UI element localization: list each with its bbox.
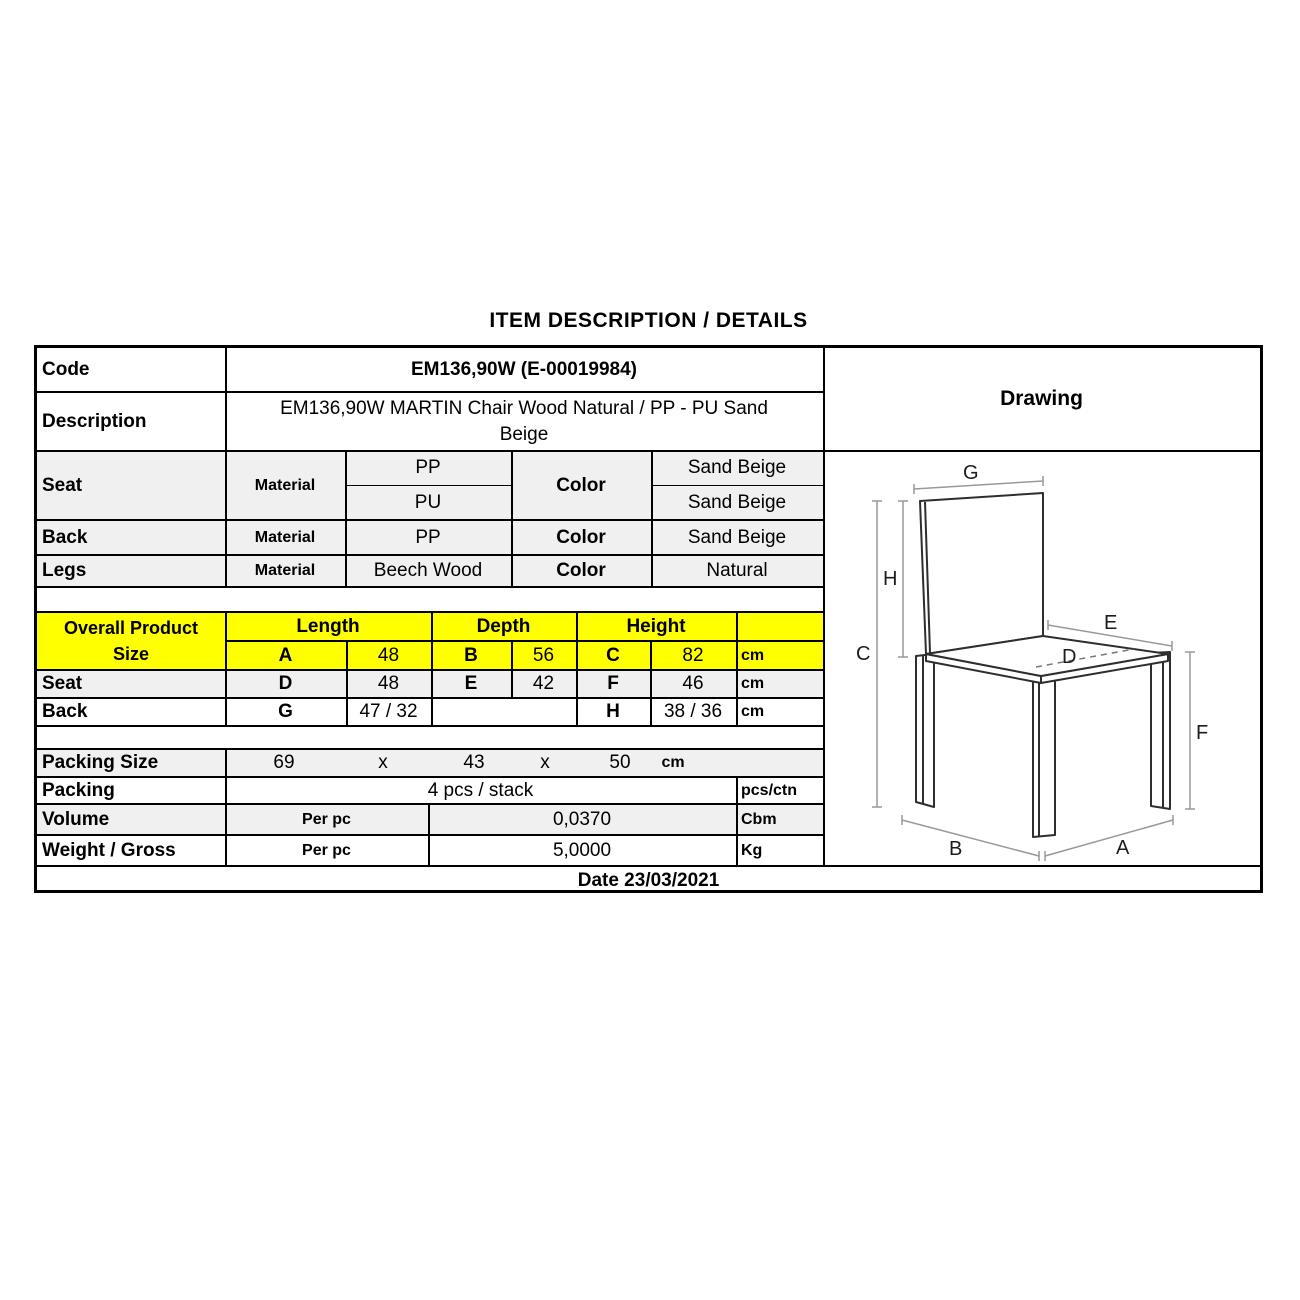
volume-basis: Per pc [302,810,351,828]
volume-unit: Cbm [741,810,777,828]
dim-label-g: G [963,462,979,484]
dim-g-key: G [278,701,293,722]
depth-header: Depth [476,615,531,637]
dim-c-value: 82 [682,644,704,666]
code-value: EM136,90W (E-00019984) [410,359,637,380]
dim-h-value: 38 / 36 [663,701,723,722]
legs-color-label: Color [556,560,606,581]
packing-size-v2: 43 [463,752,485,773]
size-header-line2: Size [112,644,150,664]
volume-value: 0,0370 [552,808,612,830]
dim-label-h: H [883,568,898,590]
packing-value: 4 pcs / stack [427,779,534,801]
seat-size-label: Seat [42,673,83,694]
back-material: PP [415,526,441,548]
dim-label-e: E [1104,612,1118,634]
description-text: EM136,90W MARTIN Chair Wood Natural / PP - PU Sand Beige [280,397,768,445]
dim-label-b: B [949,838,963,860]
dim-f-value: 46 [682,673,704,694]
back-material-label: Material [254,528,316,546]
chair-drawing [823,451,1260,866]
seat-material-2: PU [414,491,442,513]
dim-label-d: D [1062,646,1077,668]
packing-unit: pcs/ctn [741,781,798,799]
legs-color: Natural [706,560,768,581]
packing-label: Packing [42,779,115,801]
seat-color-2: Sand Beige [687,491,787,513]
legs-part-label: Legs [42,560,87,581]
dim-f-key: F [607,673,619,694]
weight-label: Weight / Gross [42,839,176,861]
drawing-header: Drawing [1000,387,1083,410]
legs-material: Beech Wood [373,560,483,581]
length-header: Length [296,615,360,637]
description-value [225,392,823,451]
height-header: Height [626,615,686,637]
dim-line-a [1045,820,1173,856]
packing-size-unit: cm [661,754,685,771]
seat-color-label: Color [556,474,606,496]
seat-part-label: Seat [42,474,83,496]
size-header-line1: Overall Product [63,617,199,638]
back-color-label: Color [556,526,606,548]
legs-material-label: Material [254,562,316,579]
dim-b-value: 56 [532,644,555,666]
back-color: Sand Beige [687,526,787,548]
chair-backrest [920,493,1043,654]
dim-a-value: 48 [377,644,400,666]
chair-leg-right [1151,652,1170,809]
dim-d-value: 48 [377,673,400,694]
description-label: Description [42,410,147,432]
weight-unit: Kg [741,841,763,859]
date-row: Date 23/03/2021 [577,870,720,891]
dim-a-key: A [278,644,293,666]
dim-label-c: C [856,643,871,665]
seat-color-1: Sand Beige [687,457,787,478]
size-header-label [37,612,225,670]
back-size-unit: cm [741,703,765,720]
dim-label-f: F [1196,722,1209,744]
seat-material-1: PP [415,457,441,478]
packing-size-v1: 69 [273,752,295,773]
back-size-label: Back [42,701,88,722]
chair-leg-front [1033,671,1055,837]
seat-size-unit: cm [741,675,765,692]
dim-h-key: H [606,701,620,722]
page-title: ITEM DESCRIPTION / DETAILS [489,309,808,332]
spec-table [34,345,1263,893]
dim-e-value: 42 [532,673,555,694]
dim-g-value: 47 / 32 [359,701,418,722]
dim-c-key: C [606,644,620,666]
packing-size-label: Packing Size [42,752,159,773]
weight-value: 5,0000 [552,839,612,861]
code-label: Code [42,359,90,380]
dim-b-key: B [464,644,478,666]
dim-label-a: A [1116,837,1130,859]
weight-basis: Per pc [302,841,351,859]
packing-size-v3: 50 [609,752,631,773]
dim-d-key: D [278,673,293,694]
chair-leg-back-left [916,654,934,807]
dim-line-b [902,820,1039,856]
back-part-label: Back [42,526,88,548]
seat-material-label: Material [254,476,316,494]
packing-size-sep2: x [540,752,550,773]
packing-size-sep1: x [378,752,388,773]
volume-label: Volume [42,808,110,830]
overall-unit: cm [741,646,765,664]
dim-e-key: E [464,673,478,694]
